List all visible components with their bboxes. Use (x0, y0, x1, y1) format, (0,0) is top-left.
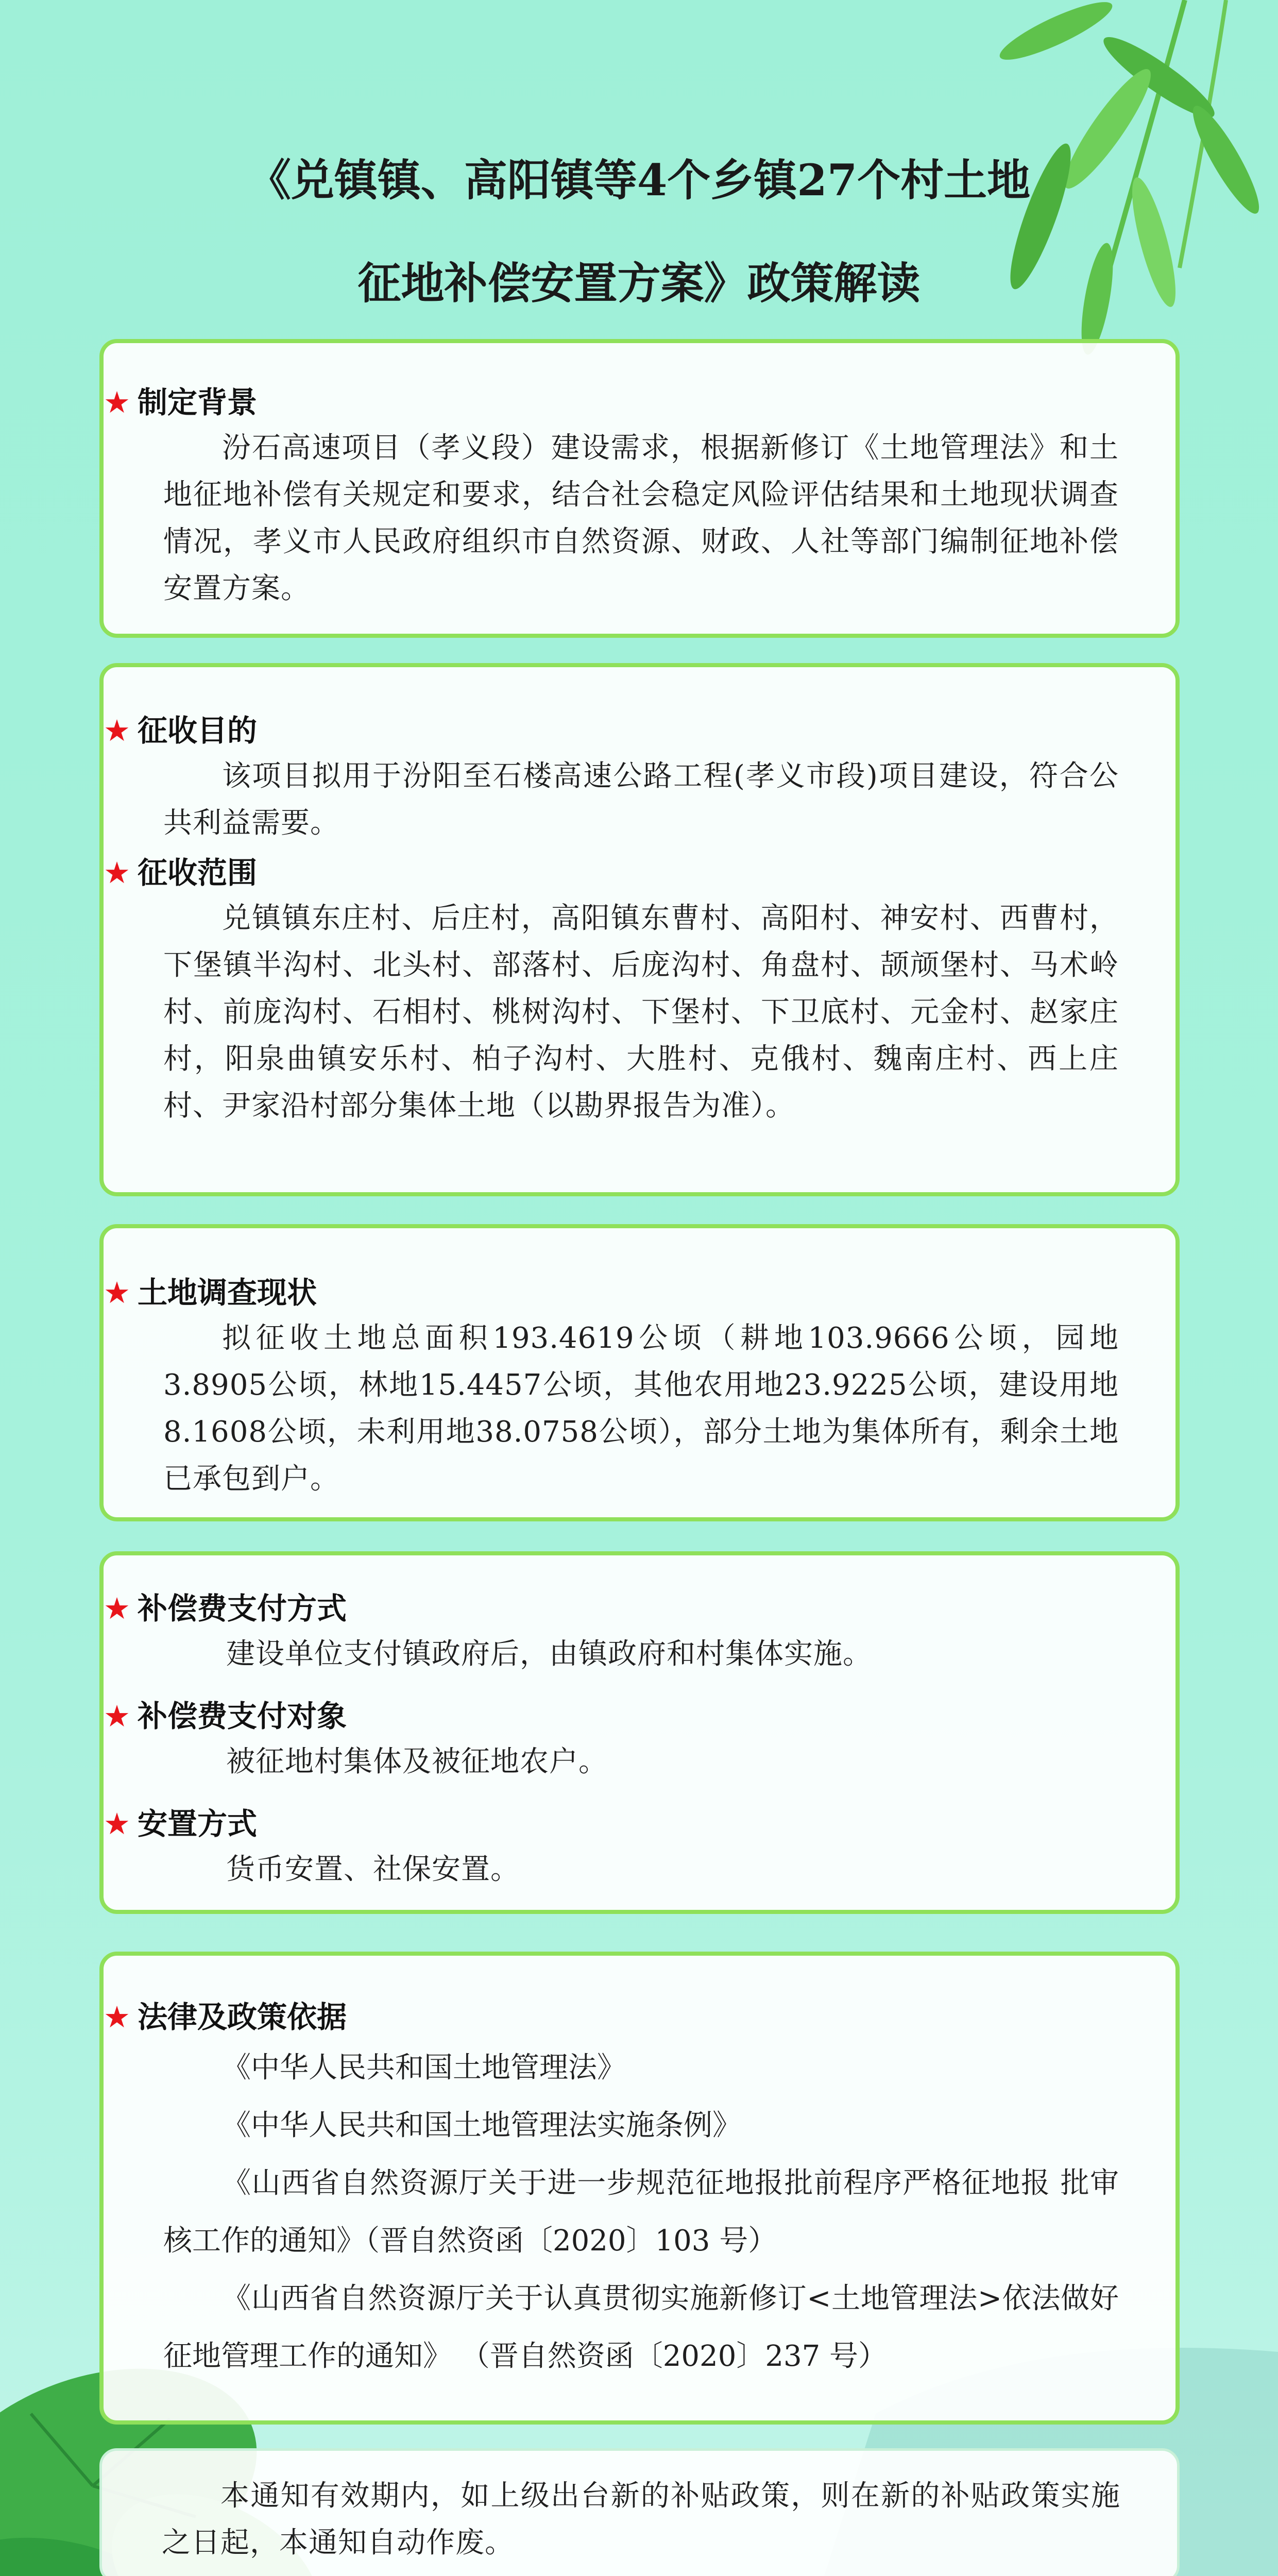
purpose-text: 该项目拟用于汾阳至石楼高速公路工程(孝义市段)项目建设，符合公共利益需要。 (163, 759, 1119, 840)
scope-text: 兑镇镇东庄村、后庄村，高阳镇东曹村、高阳村、神安村、西曹村，下堡镇半沟村、北头村、部落村、后庞沟村、角盘村、颉颃堡村、马术岭村、前庞沟村、石相村、桃树沟村、下堡村、下卫底村、元金村、赵家庄村，阳泉曲镇安乐村、柏子沟村、大胜村、克俄村、魏南庄村、西上庄村、尹家沿村部分集体土地（以勘界报告为准）。 (163, 902, 1119, 1123)
star-icon: ★ (104, 1699, 130, 1734)
star-icon: ★ (104, 1999, 130, 2035)
section-heading-background: ★ 制定背景 (104, 385, 258, 420)
legal-basis-card (99, 1952, 1180, 2425)
section-heading-resettlement: ★ 安置方式 (104, 1806, 258, 1841)
law-item: 《山西省自然资源厅关于进一步规范征地报批前程序严格征地报 批审核工作的通知》（晋自然资函〔2020〕103 号） (163, 2166, 1119, 2258)
background-text: 汾石高速项目（孝义段）建设需求，根据新修订《土地管理法》和土地征地补偿有关规定和要求，结合社会稳定风险评估结果和土地现状调查情况，孝义市人民政府组织市自然资源、财政、人社等部门编制征地补偿安置方案。 (163, 431, 1119, 605)
notice-text: 本通知有效期内，如上级出台新的补贴政策，则在新的补贴政策实施之日起，本通知自动作废。 (162, 2479, 1120, 2560)
title-line-1: 《兑镇镇、高阳镇等4个乡镇27个村土地 (247, 155, 1031, 206)
land-survey-text: 拟征收土地总面积193.4619公顷（耕地103.9666公顷，园地3.8905公顷，林地15.4457公顷，其他农用地23.9225公顷，建设用地8.1608公顷，未利用地38.0758公顷），部分土地为集体所有，剩余土地已承包到户。 (163, 1321, 1119, 1496)
pay-target-text: 被征地村集体及被征地农户。 (226, 1745, 608, 1778)
resettlement-text: 货币安置、社保安置。 (226, 1853, 520, 1886)
star-icon: ★ (104, 1806, 130, 1841)
pay-method-text: 建设单位支付镇政府后，由镇政府和村集体实施。 (226, 1637, 872, 1671)
section-heading-land-survey: ★ 土地调查现状 (104, 1275, 317, 1310)
law-item: 《山西省自然资源厅关于认真贯彻实施新修订<土地管理法>依法做好征地管理工作的通知》 （晋自然资函〔2020〕237 号） (163, 2282, 1119, 2373)
compensation-card (99, 1551, 1180, 1914)
star-icon: ★ (104, 713, 130, 748)
star-icon: ★ (104, 1591, 130, 1626)
purpose-scope-card (99, 663, 1180, 1196)
star-icon: ★ (104, 855, 130, 890)
land-survey-card (99, 1224, 1180, 1521)
section-heading-pay-target: ★ 补偿费支付对象 (104, 1699, 347, 1734)
notice-card (99, 2448, 1180, 2576)
section-heading-legal-basis: ★ 法律及政策依据 (104, 1999, 347, 2035)
section-heading-purpose: ★ 征收目的 (104, 713, 258, 748)
page-title (0, 129, 1278, 335)
law-item: 《中华人民共和国土地管理法》 (222, 2051, 626, 2084)
background-card (99, 339, 1180, 638)
section-heading-pay-method: ★ 补偿费支付方式 (104, 1591, 347, 1626)
section-heading-scope: ★ 征收范围 (104, 855, 258, 890)
star-icon: ★ (104, 1275, 130, 1310)
star-icon: ★ (104, 385, 130, 420)
law-item: 《中华人民共和国土地管理法实施条例》 (222, 2109, 741, 2142)
title-line-2: 征地补偿安置方案》政策解读 (357, 258, 921, 309)
